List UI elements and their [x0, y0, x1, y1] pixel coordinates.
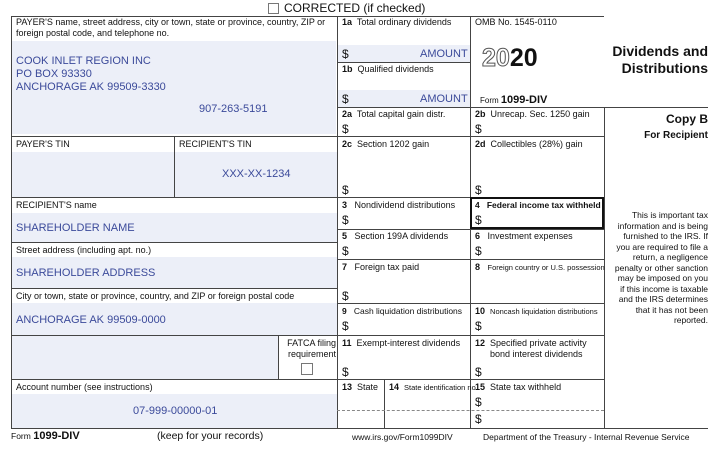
- form-id-top: Form 1099-DIV: [480, 94, 548, 106]
- box-11-label: 11 Exempt-interest dividends: [342, 338, 461, 348]
- box-11-dollar[interactable]: $: [342, 365, 349, 379]
- account-value: 07-999-00000-01: [133, 405, 218, 417]
- box-4-label: 4 Federal income tax withheld: [475, 200, 601, 210]
- box-2a-dollar[interactable]: $: [342, 122, 349, 136]
- box-1b-value[interactable]: AMOUNT: [420, 93, 468, 105]
- box-5-label: 5 Section 199A dividends: [342, 231, 449, 241]
- box-12-label: 12 Specified private activity bond interest dividends: [475, 338, 587, 359]
- footer-dept: Department of the Treasury - Internal Revenue Service: [483, 432, 690, 442]
- corrected-label: CORRECTED (if checked): [284, 1, 426, 15]
- account-label: Account number (see instructions): [16, 382, 153, 392]
- box-4-dollar: $: [475, 213, 482, 227]
- fatca-blank: [12, 336, 278, 379]
- box-1b-dollar: $: [342, 92, 349, 106]
- omb-number: OMB No. 1545-0110: [475, 17, 557, 27]
- box-7-dollar[interactable]: $: [342, 289, 349, 303]
- street-value: SHAREHOLDER ADDRESS: [16, 267, 156, 279]
- box-9-label: 9 Cash liquidation distributions: [342, 306, 463, 316]
- box-12-dollar[interactable]: $: [475, 365, 482, 379]
- notice-text: This is important tax information and is being furnished to the IRS. If you are required to file a return, a negligence penalty or other sanction may be imposed on you if this income is taxable and the IRS determines that it has not been reported.: [614, 210, 708, 325]
- recipient-name-label: RECIPIENT'S name: [16, 200, 97, 210]
- city-value: ANCHORAGE AK 99509-0000: [16, 314, 166, 326]
- payer-tin-label: PAYER'S TIN: [16, 139, 70, 149]
- street-label: Street address (including apt. no.): [16, 245, 152, 255]
- payer-city: ANCHORAGE AK 99509-3330: [16, 81, 166, 93]
- box-10-dollar[interactable]: $: [475, 319, 482, 333]
- footer-url[interactable]: www.irs.gov/Form1099DIV: [352, 432, 453, 442]
- recipient-tin-value: XXX-XX-1234: [222, 168, 291, 180]
- box-2a-label: 2a Total capital gain distr.: [342, 109, 446, 119]
- box-2c-label: 2c Section 1202 gain: [342, 139, 430, 149]
- box-1a-dollar: $: [342, 47, 349, 61]
- box-15-dollar-1[interactable]: $: [475, 395, 482, 409]
- box-2d-dollar[interactable]: $: [475, 183, 482, 197]
- box-15-label: 15 State tax withheld: [475, 382, 562, 392]
- corrected-checkbox[interactable]: [268, 3, 279, 14]
- city-label: City or town, state or province, country, and ZIP or foreign postal code: [16, 291, 295, 301]
- box-3-label: 3 Nondividend distributions: [342, 200, 456, 210]
- fatca-checkbox[interactable]: [301, 363, 313, 375]
- box-6-label: 6 Investment expenses: [475, 231, 573, 241]
- box-6-dollar[interactable]: $: [475, 244, 482, 258]
- box-14-label: 14 State identification no.: [389, 382, 478, 392]
- payer-address: PO BOX 93330: [16, 68, 92, 80]
- state-row-divider: [337, 410, 604, 411]
- box-8-label: 8 Foreign country or U.S. possession: [475, 262, 605, 272]
- box-15-dollar-2[interactable]: $: [475, 412, 482, 426]
- copy-subtitle: For Recipient: [644, 130, 708, 141]
- box-2d-label: 2d Collectibles (28%) gain: [475, 139, 583, 149]
- recipient-tin-label: RECIPIENT'S TIN: [179, 139, 252, 149]
- box-7-label: 7 Foreign tax paid: [342, 262, 420, 272]
- footer-keep: (keep for your records): [157, 430, 264, 442]
- box-1b-label: 1b Qualified dividends: [342, 64, 434, 74]
- form-title: Dividends and Distributions: [612, 43, 708, 76]
- footer-form-id: Form 1099-DIV: [11, 430, 80, 442]
- tax-year: 2020: [482, 44, 538, 72]
- box-2b-label: 2b Unrecap. Sec. 1250 gain: [475, 109, 590, 119]
- recipient-name-value: SHAREHOLDER NAME: [16, 222, 135, 234]
- fatca-label: FATCA filing requirement: [287, 338, 336, 359]
- box-10-label: 10 Noncash liquidation distributions: [475, 306, 598, 316]
- payer-name: COOK INLET REGION INC: [16, 55, 151, 67]
- box-3-dollar[interactable]: $: [342, 213, 349, 227]
- box-2b-dollar[interactable]: $: [475, 122, 482, 136]
- payer-phone: 907-263-5191: [199, 103, 268, 115]
- box-2c-dollar[interactable]: $: [342, 183, 349, 197]
- payer-label: PAYER'S name, street address, city or town, state or province, country, ZIP or foreign postal code, and telephone no.: [16, 17, 326, 38]
- box-1a-label: 1a Total ordinary dividends: [342, 17, 452, 27]
- box-13-label: 13 State: [342, 382, 379, 392]
- payer-tin-field[interactable]: [12, 152, 174, 197]
- box-9-dollar[interactable]: $: [342, 319, 349, 333]
- box-1a-value[interactable]: AMOUNT: [420, 48, 468, 60]
- box-5-dollar[interactable]: $: [342, 244, 349, 258]
- copy-title: Copy B: [666, 112, 708, 126]
